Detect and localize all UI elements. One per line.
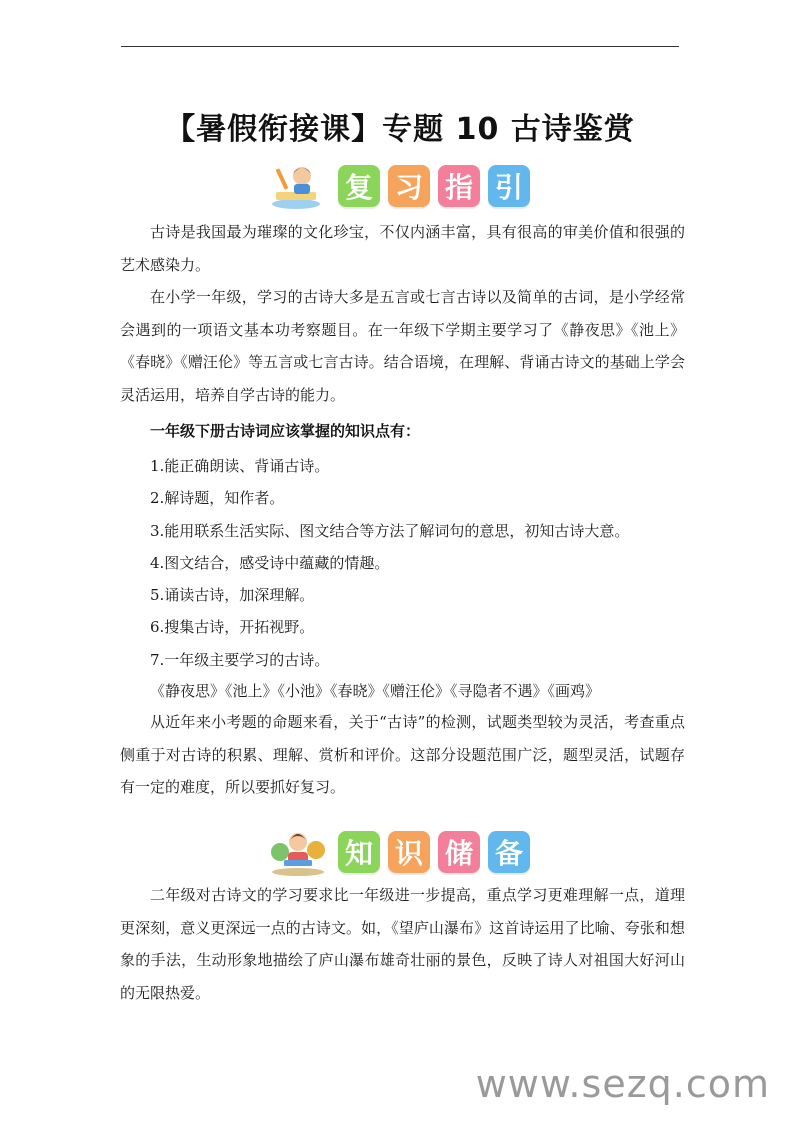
- banner-char-3: 指: [438, 165, 480, 207]
- child-studying-icon: [270, 162, 326, 210]
- banner-char-3: 储: [438, 831, 480, 873]
- banner-char-2: 习: [388, 165, 430, 207]
- banner-char-4: 引: [488, 165, 530, 207]
- review-banner: [0, 162, 800, 210]
- header-rule: [121, 46, 679, 47]
- list-item: 6.搜集古诗，开拓视野。: [150, 618, 315, 637]
- knowledge-heading: 一年级下册古诗词应该掌握的知识点有：: [150, 422, 421, 440]
- poems-line: 《静夜思》《池上》《小池》《春晓》《赠汪伦》《寻隐者不遇》《画鸡》: [150, 682, 601, 700]
- list-item: 5.诵读古诗，加深理解。: [150, 586, 315, 605]
- banner-char-4: 备: [488, 831, 530, 873]
- list-item: 7.一年级主要学习的古诗。: [150, 650, 330, 669]
- knowledge-list: [150, 450, 629, 676]
- page-title: 【暑假衔接课】专题 10 古诗鉴赏: [165, 112, 635, 147]
- watermark: www.sezq.com: [475, 1062, 770, 1106]
- list-item: 3.能用联系生活实际、图文结合等方法了解词句的意思，初知古诗大意。: [150, 521, 630, 540]
- list-item: 2.解诗题，知作者。: [150, 489, 285, 508]
- list-item: 1.能正确朗读、背诵古诗。: [150, 457, 330, 475]
- banner-char-2: 识: [388, 831, 430, 873]
- list-item: 4.图文结合，感受诗中蕴藏的情趣。: [150, 553, 390, 572]
- grade2-paragraph: 二年级对古诗文的学习要求比一年级进一步提高，重点学习更难理解一点，道理更深刻，意义更深远一点的古诗文。如，《望庐山瀑布》这首诗运用了比喻、夸张和想象的手法，生动形象地描绘了庐山瀑布雄奇壮丽的景色，反映了诗人对祖国大好河山的无限热爱。: [120, 886, 685, 1002]
- knowledge-banner: [0, 828, 800, 876]
- intro-paragraph-1: 古诗是我国最为璀璨的文化珍宝，不仅内涵丰富，具有很高的审美价值和很强的艺术感染力。: [120, 223, 685, 274]
- exam-paragraph: 从近年来小考题的命题来看，关于“古诗”的检测，试题类型较为灵活，考查重点侧重于对古诗的积累、理解、赏析和评价。这部分设题范围广泛，题型灵活，试题存有一定的难度，所以要抓好复习。: [120, 713, 685, 796]
- banner-char-1: 复: [338, 165, 380, 207]
- girl-reading-icon: [270, 828, 326, 876]
- intro-paragraph-2: 在小学一年级，学习的古诗大多是五言或七言古诗以及简单的古词，是小学经常会遇到的一项语文基本功考察题目。在一年级下学期主要学习了《静夜思》《池上》《春晓》《赠汪伦》等五言或七言古诗。结合语境，在理解、背诵古诗文的基础上学会灵活运用，培养自学古诗的能力。: [120, 288, 685, 404]
- banner-char-1: 知: [338, 831, 380, 873]
